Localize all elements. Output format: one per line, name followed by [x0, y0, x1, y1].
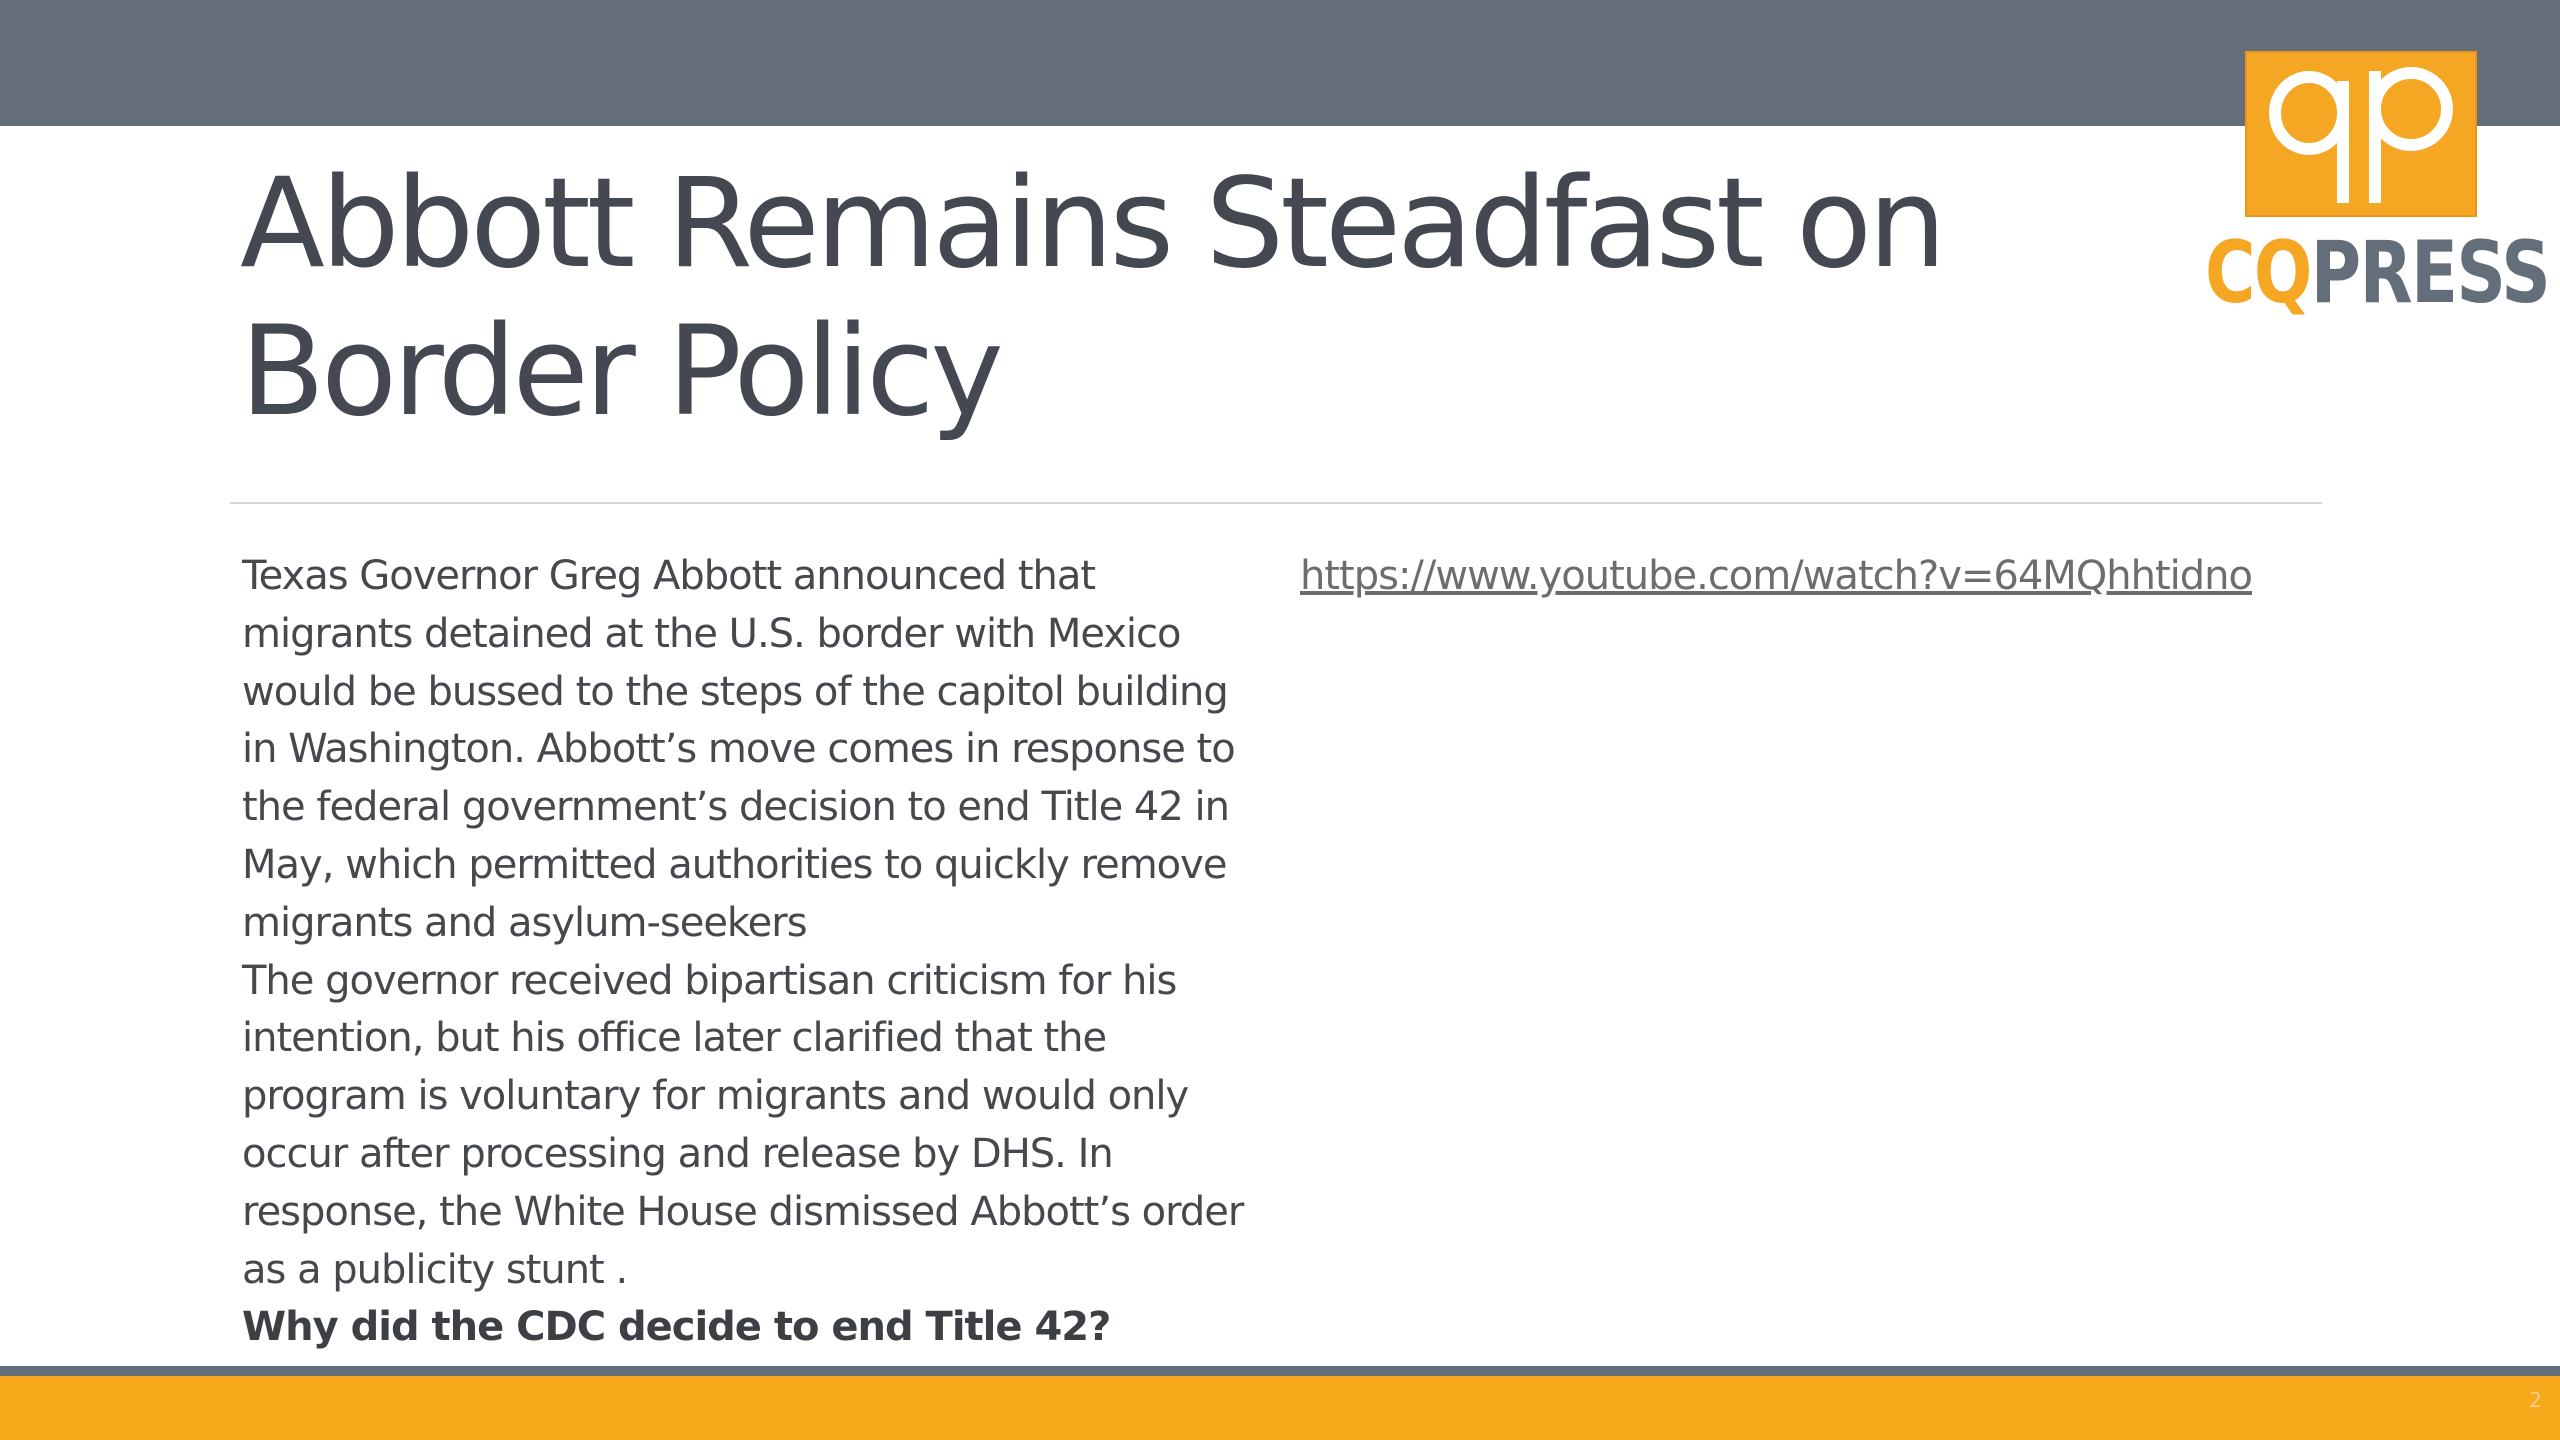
- discussion-question: Why did the CDC decide to end Title 42?: [242, 1304, 1111, 1351]
- cq-press-logo: [2205, 46, 2550, 323]
- youtube-video-link[interactable]: https://www.youtube.com/watch?v=64MQhhtidno: [1300, 553, 2252, 599]
- slide-number: 2: [2529, 1388, 2542, 1412]
- footer-bar: [0, 1376, 2560, 1440]
- qp-monogram-icon: [2245, 51, 2477, 217]
- body-text-column: [242, 548, 1272, 1357]
- logo-text-press: PRESS: [2310, 223, 2550, 323]
- title-divider: [230, 502, 2322, 504]
- logo-wordmark: [2205, 223, 2550, 323]
- footer-rule: [0, 1366, 2560, 1376]
- slide-title: Abbott Remains Steadfast on Border Policy: [240, 152, 1943, 444]
- body-paragraph-1: Texas Governor Greg Abbott announced that migrants detained at the U.S. border with Mexico would be bussed to the steps of the capitol building in Washington. Abbott’s move comes in response to the federal government’s decision to end Title 42 in May, which permitted authorities to quickly remove migrants and asylum-seekers: [242, 553, 1235, 946]
- top-header-bar: [0, 0, 2560, 126]
- logo-text-cq: CQ: [2205, 223, 2311, 323]
- body-paragraph-2: The governor received bipartisan criticism for his intention, but his office later clarified that the program is voluntary for migrants and would only occur after processing and release by DHS. In response, the White House dismissed Abbott’s order as a publicity stunt .: [242, 957, 1244, 1293]
